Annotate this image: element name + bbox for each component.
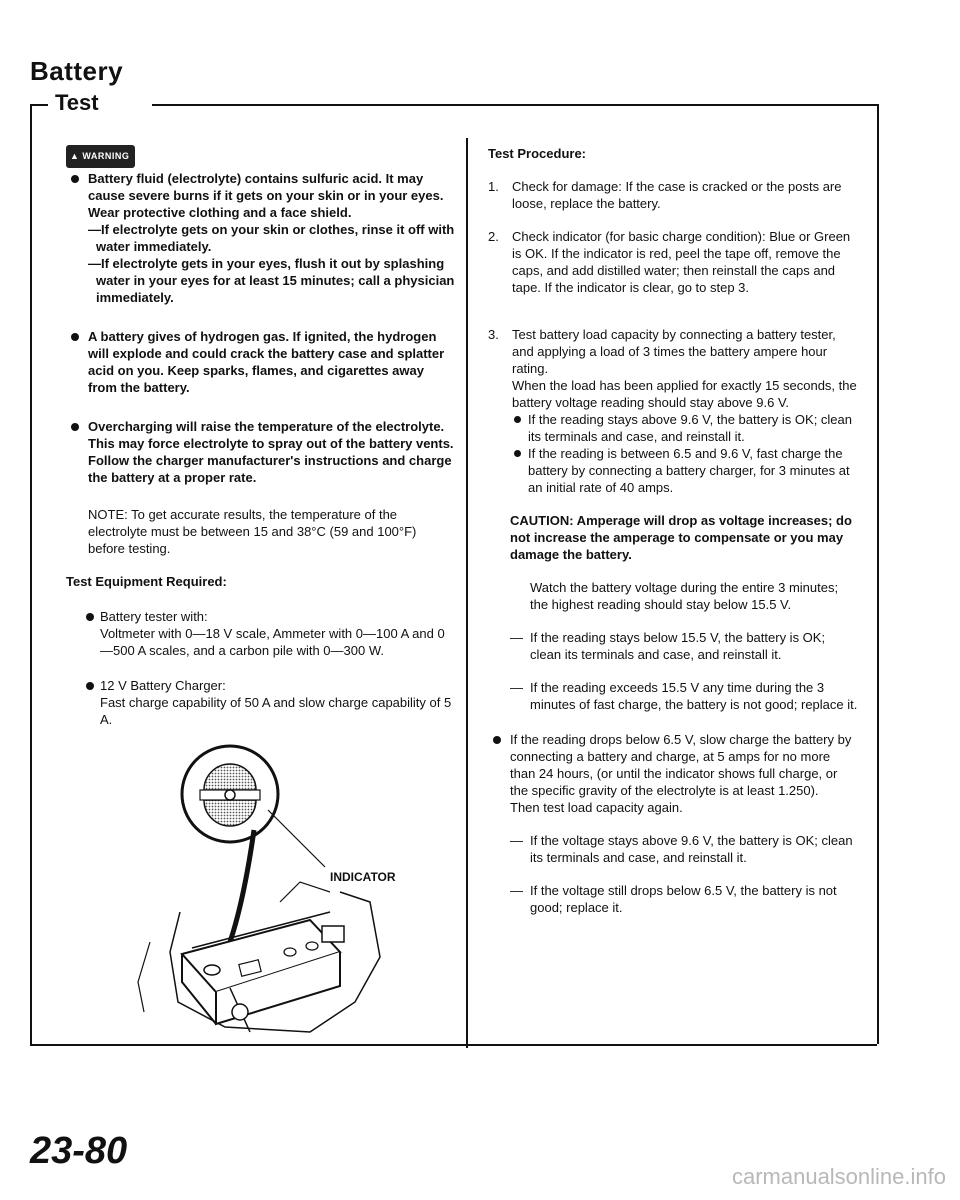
warning-bullet	[66, 418, 456, 486]
warning-text: Wear protective clothing and a face shield.	[88, 205, 352, 220]
step-number: 3.	[488, 327, 499, 342]
procedure-heading: Test Procedure:	[488, 146, 587, 161]
bullet-icon	[71, 423, 79, 431]
watch-text: Watch the battery voltage during the entire 3 minutes; the highest reading should stay below 15.5 V.	[530, 580, 839, 612]
left-column	[66, 145, 456, 728]
bullet-icon	[493, 736, 501, 744]
slow-charge-then: Then test load capacity again.	[510, 800, 683, 815]
warning-badge	[66, 145, 135, 168]
dash-text: If the voltage stays above 9.6 V, the battery is OK; clean its terminals and case, and reinstall it.	[530, 833, 853, 865]
warning-subitem: —If electrolyte gets in your eyes, flush it out by splashing water in your eyes for at least 15 minutes; call a physician immediately.	[88, 256, 455, 305]
bullet-icon	[86, 613, 94, 621]
step-number: 1.	[488, 179, 499, 194]
warning-triangle-icon: ▲	[70, 151, 80, 161]
dash-text: If the voltage still drops below 6.5 V, the battery is not good; replace it.	[530, 883, 837, 915]
equipment-detail: Fast charge capability of 50 A and slow charge capability of 5 A.	[100, 695, 452, 727]
right-column	[488, 145, 858, 916]
note-text: NOTE: To get accurate results, the temperature of the electrolyte must be between 15 and 38°C (59 and 100°F) before testing.	[88, 507, 417, 556]
slow-charge-bullet	[488, 731, 858, 816]
warning-text: Overcharging will raise the temperature of the electrolyte. This may force electrolyte to spray out of the battery vents. Follow the charger manufacturer's instructions and charge the battery at a proper rate.	[88, 419, 454, 485]
frame-line	[30, 104, 32, 1044]
equipment-heading: Test Equipment Required:	[66, 574, 227, 589]
dash-item	[488, 629, 858, 663]
step-text: When the load has been applied for exactly 15 seconds, the battery voltage reading should stay above 9.6 V.	[512, 378, 857, 410]
battery-illustration	[130, 742, 390, 1034]
warning-bullet	[66, 170, 456, 306]
dash-marker: —	[510, 833, 523, 848]
bullet-icon	[514, 416, 521, 423]
bullet-icon	[71, 175, 79, 183]
bullet-icon	[514, 450, 521, 457]
step-number: 2.	[488, 229, 499, 244]
dash-marker: —	[510, 680, 523, 695]
frame-line	[30, 1044, 877, 1046]
step-text: Check for damage: If the case is cracked or the posts are loose, replace the battery.	[512, 179, 842, 211]
caution-text: CAUTION: Amperage will drop as voltage increases; do not increase the amperage to compensate or you may damage the battery.	[510, 513, 852, 562]
dash-marker: —	[510, 630, 523, 645]
frame-line	[30, 104, 48, 106]
section-heading: Test	[55, 90, 99, 115]
frame-line	[877, 104, 879, 1044]
warning-bullet	[66, 328, 456, 396]
dash-item	[488, 832, 858, 866]
step3-bullet	[512, 411, 858, 445]
dash-marker: —	[510, 883, 523, 898]
equipment-title: Battery tester with:	[100, 609, 208, 624]
step3-bullet-text: If the reading is between 6.5 and 9.6 V, fast charge the battery by connecting a battery charger, for 3 minutes at an initial rate of 40 amps.	[528, 446, 850, 495]
warning-badge-label: WARNING	[82, 151, 130, 161]
procedure-step	[488, 326, 858, 496]
equipment-title: 12 V Battery Charger:	[100, 678, 226, 693]
page-title: Battery	[30, 56, 124, 86]
bullet-icon	[71, 333, 79, 341]
step-text: Check indicator (for basic charge condition): Blue or Green is OK. If the indicator is red, peel the tape off, remove the caps, and add distilled water; then reinstall the caps and tape. If the indicator is clear, go to step 3.	[512, 229, 851, 295]
dash-text: If the reading exceeds 15.5 V any time during the 3 minutes of fast charge, the battery is not good; replace it.	[530, 680, 858, 712]
procedure-step	[488, 178, 858, 212]
watermark: carmanualsonline.info	[731, 1164, 946, 1189]
bullet-icon	[86, 682, 94, 690]
warning-text: Battery fluid (electrolyte) contains sulfuric acid. It may cause severe burns if it gets on your skin or in your eyes.	[88, 171, 444, 203]
warning-subitem: —If electrolyte gets on your skin or clothes, rinse it off with water immediately.	[88, 222, 455, 254]
step3-bullet	[512, 445, 858, 496]
frame-line	[152, 104, 877, 106]
dash-item	[488, 882, 858, 916]
column-divider	[466, 138, 468, 1048]
warning-text: A battery gives of hydrogen gas. If ignited, the hydrogen will explode and could crack the battery case and splatter acid on you. Keep sparks, flames, and cigarettes away from the battery.	[88, 329, 445, 395]
step3-bullet-text: If the reading stays above 9.6 V, the battery is OK; clean its terminals and case, and reinstall it.	[528, 412, 852, 444]
procedure-step	[488, 228, 858, 296]
page-number: 23-80	[30, 1130, 128, 1172]
step-text: Test battery load capacity by connecting a battery tester, and applying a load of 3 times the battery ampere hour rating.	[512, 327, 836, 376]
equipment-item	[66, 677, 456, 728]
dash-item	[488, 679, 858, 713]
equipment-detail: Voltmeter with 0—18 V scale, Ammeter with 0—100 A and 0—500 A scales, and a carbon pile with 0—300 W.	[100, 626, 445, 658]
equipment-item	[66, 608, 456, 659]
slow-charge-text: If the reading drops below 6.5 V, slow charge the battery by connecting a battery and charge, at 5 amps for no more than 24 hours, (or until the indicator shows full charge, or the specific gravity of the electrolyte is at least 1.250).	[510, 732, 852, 798]
indicator-label: INDICATOR	[330, 870, 396, 884]
dash-text: If the reading stays below 15.5 V, the battery is OK; clean its terminals and case, and reinstall it.	[530, 630, 826, 662]
